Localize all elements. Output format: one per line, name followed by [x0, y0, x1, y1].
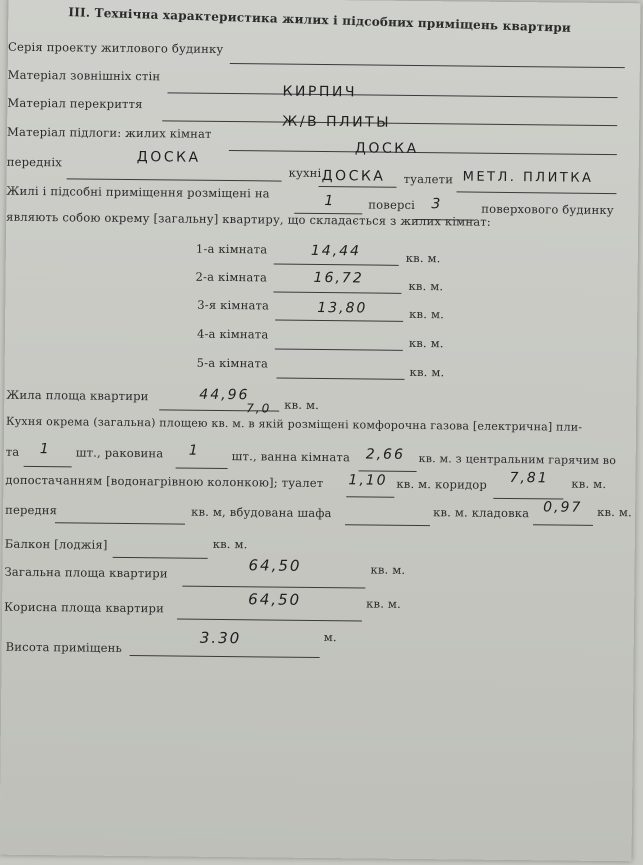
corridor-value: 7,81 — [509, 469, 549, 487]
floor-rooms-value: ДОСКА — [354, 140, 419, 158]
wall-blank — [168, 78, 618, 98]
living-label: Жила площа квартири — [6, 387, 149, 404]
room-4-blank — [275, 335, 403, 351]
floor-no-value: 1 — [324, 193, 336, 210]
room-2-label: 2-а кімната — [195, 269, 268, 285]
hall-row-blank — [55, 508, 185, 524]
toilet-value: МЕТЛ. ПЛИТКА — [462, 169, 594, 186]
balcony-label: Балкон [лоджія] — [4, 536, 108, 552]
hall-value: ДОСКА — [136, 149, 201, 166]
floor-blank — [229, 136, 617, 158]
kitchen-row-text: Кухня окрема (загальна) площею кв. м. в якій розміщені комфорочна газова [електрична] пли- — [5, 414, 583, 434]
total-unit: кв. м. — [370, 562, 406, 577]
room-5-blank — [277, 364, 405, 380]
floor-label: Матеріал підлоги: жилих кімнат — [7, 124, 212, 141]
storage-label: кв. м. кладовка — [433, 505, 530, 521]
wardrobe-label: кв. м, вбудована шафа — [191, 504, 332, 521]
kitchen-label: кухні — [288, 165, 322, 181]
hall-row-label: передня — [5, 502, 58, 518]
bath-value: 2,66 — [365, 446, 405, 463]
section-title: ІІІ. Технічна характеристика жилих і підсобних приміщень квартири — [68, 5, 572, 35]
central-label: кв. м. з центральним гарячим во — [418, 452, 617, 468]
hall-label: передніх — [6, 154, 63, 170]
height-unit: м. — [323, 630, 337, 645]
room-1-value: 14,44 — [310, 242, 362, 260]
room-4-label: 4-а кімната — [196, 326, 269, 342]
supply-text: допостачанням [водонагрівною колонкою]; туалет — [5, 472, 324, 491]
sink-blank — [176, 453, 228, 469]
total-value: 64,50 — [248, 556, 302, 575]
sink-label: шт., раковина — [75, 445, 164, 461]
living-value: 44,96 — [199, 386, 250, 404]
wardrobe-blank — [345, 510, 430, 526]
room-3-value: 13,80 — [317, 299, 368, 317]
room-1-label: 1-а кімната — [195, 241, 268, 257]
sink-count: 1 — [188, 442, 200, 459]
kitchen-value: ДОСКА — [321, 168, 386, 185]
represent-label: являють собою окрему [загальну] квартиру, що складається з жилих кімнат: — [6, 209, 492, 229]
useful-value: 64,50 — [248, 590, 302, 609]
stove-prefix: та — [5, 444, 20, 459]
room-4-unit: кв. м. — [408, 335, 444, 351]
kitchen-area-value: 7,0 — [246, 401, 272, 416]
height-label: Висота приміщень — [5, 639, 123, 655]
ceiling-label: Матеріал перекриття — [7, 95, 143, 112]
bath-label: шт., ванна кімната — [231, 449, 351, 465]
balcony-unit: кв. м. — [212, 536, 248, 552]
corridor-label: кв. м. коридор — [396, 476, 488, 492]
room-3-unit: кв. м. — [409, 306, 445, 322]
room-2-unit: кв. м. — [408, 278, 444, 294]
corridor-unit: кв. м. — [571, 476, 607, 491]
toilet-area-value: 1,10 — [348, 472, 388, 489]
room-3-label: 3-я кімната — [197, 297, 270, 313]
living-unit: кв. м. — [284, 397, 320, 412]
stove-count: 1 — [39, 441, 51, 458]
useful-unit: кв. м. — [366, 596, 402, 611]
hall-blank — [67, 164, 282, 181]
room-2-value: 16,72 — [313, 269, 364, 287]
series-label: Серія проекту житлового будинку — [7, 39, 224, 56]
room-5-label: 5-а кімната — [196, 355, 269, 371]
toilet-label: туалети — [403, 171, 454, 187]
building-label: поверхового будинку — [481, 201, 614, 218]
storage-unit: кв. м. — [597, 504, 632, 520]
total-label: Загальна площа квартири — [4, 564, 168, 581]
ceiling-value: Ж/В ПЛИТЫ — [282, 113, 392, 131]
useful-label: Корисна площа квартири — [4, 599, 165, 616]
room-5-unit: кв. м. — [409, 364, 445, 380]
storage-value: 0,97 — [543, 499, 583, 516]
balcony-blank — [113, 543, 208, 559]
room-1-unit: кв. м. — [405, 250, 441, 266]
storey-label: поверсі — [368, 197, 416, 212]
located-label: Жилі і підсобні приміщення розміщені на — [6, 183, 270, 201]
storeys-value: 3 — [431, 196, 443, 213]
wall-value: КИРПИЧ — [282, 83, 358, 101]
height-value: 3.30 — [199, 628, 242, 648]
wall-label: Матеріал зовнішніх стін — [7, 67, 161, 84]
series-blank — [230, 49, 625, 68]
